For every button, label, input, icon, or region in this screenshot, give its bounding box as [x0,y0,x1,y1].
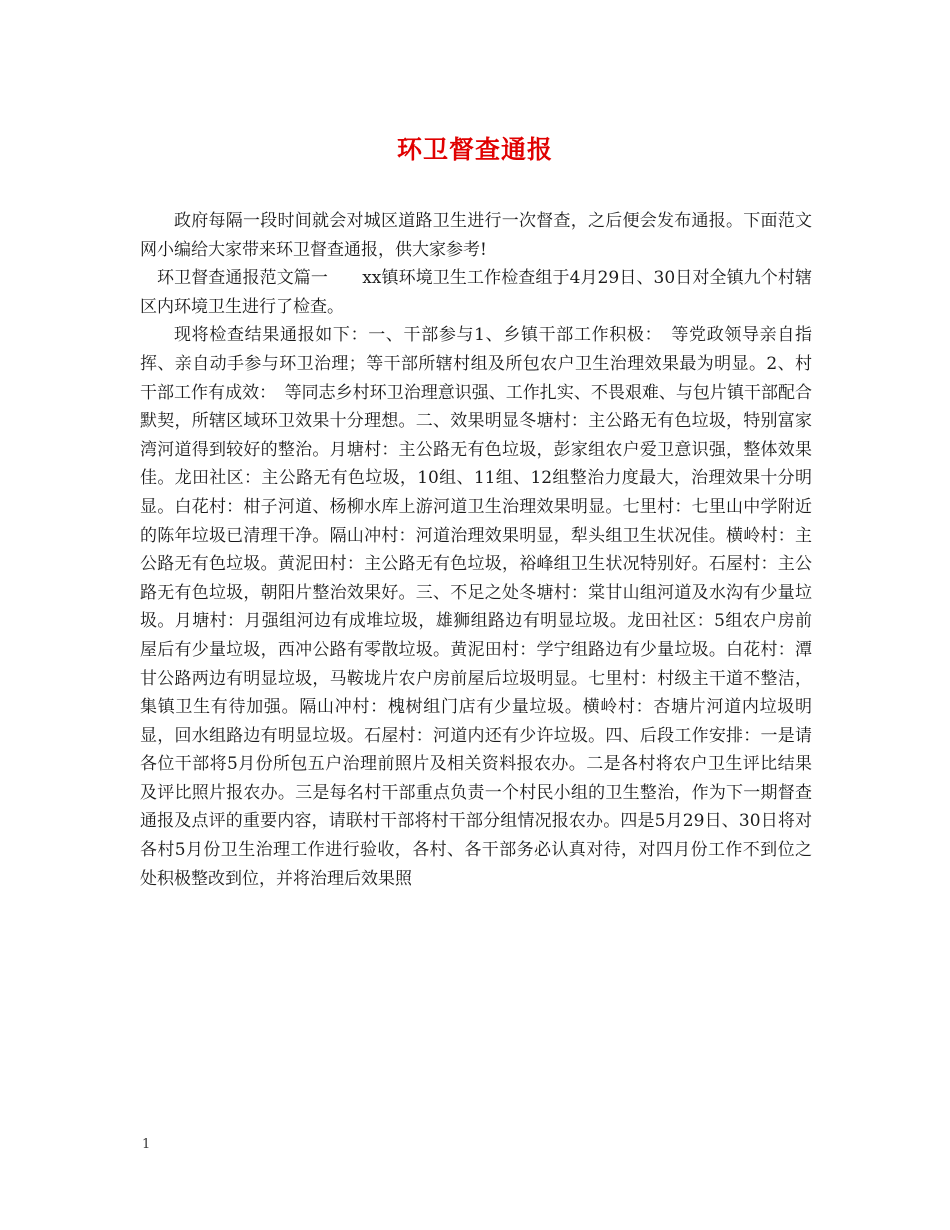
results-paragraph: 现将检查结果通报如下：一、干部参与1、乡镇干部工作积极： 等党政领导亲自指挥、亲自动手参与环卫治理；等干部所辖村组及所包农户卫生治理效果最为明显。2、村干部工作有成效： 等同志乡村环卫治理意识强、工作扎实、不畏艰难、与包片镇干部配合默契，所辖区域环卫效果十分理想。二、效果明显冬塘村：主公路无有色垃圾，特别富家湾河道得到较好的整治。月塘村：主公路无有色垃圾，彭家组农户爱卫意识强，整体效果佳。龙田社区：主公路无有色垃圾，10组、11组、12组整治力度最大，治理效果十分明显。白花村：柑子河道、杨柳水库上游河道卫生治理效果明显。七里村：七里山中学附近的陈年垃圾已清理干净。隔山冲村：河道治理效果明显，犁头组卫生状况佳。横岭村：主公路无有色垃圾。黄泥田村：主公路无有色垃圾，裕峰组卫生状况特别好。石屋村：主公路无有色垃圾，朝阳片整治效果好。三、不足之处冬塘村：棠甘山组河道及水沟有少量垃圾。月塘村：月强组河边有成堆垃圾，雄狮组路边有明显垃圾。龙田社区：5组农户房前屋后有少量垃圾，西冲公路有零散垃圾。黄泥田村：学宁组路边有少量垃圾。白花村：潭甘公路两边有明显垃圾，马鞍垅片农户房前屋后垃圾明显。七里村：村级主干道不整洁，集镇卫生有待加强。隔山冲村：槐树组门店有少量垃圾。横岭村：杏塘片河道内垃圾明显，回水组路边有明显垃圾。石屋村：河道内还有少许垃圾。四、后段工作安排：一是请各位干部将5月份所包五户治理前照片及相关资料报农办。二是各村将农户卫生评比结果及评比照片报农办。三是每名村干部重点负责一个村民小组的卫生整治，作为下一期督查通报及点评的重要内容，请联村干部将村干部分组情况报农办。四是5月29日、30日将对各村5月份卫生治理工作进行验收，各村、各干部务必认真对待，对四月份工作不到位之处积极整改到位，并将治理后效果照 [140,325,812,889]
page-number: 1 [142,1137,151,1152]
sample-heading-paragraph: 环卫督查通报范文篇一 xx镇环境卫生工作检查组于4月29日、30日对全镇九个村辖区内环境卫生进行了检查。 [140,268,812,317]
document-body [140,207,812,893]
document-title: 环卫督查通报 [396,135,553,164]
intro-paragraph: 政府每隔一段时间就会对城区道路卫生进行一次督查，之后便会发布通报。下面范文网小编给大家带来环卫督查通报，供大家参考! [140,211,812,260]
